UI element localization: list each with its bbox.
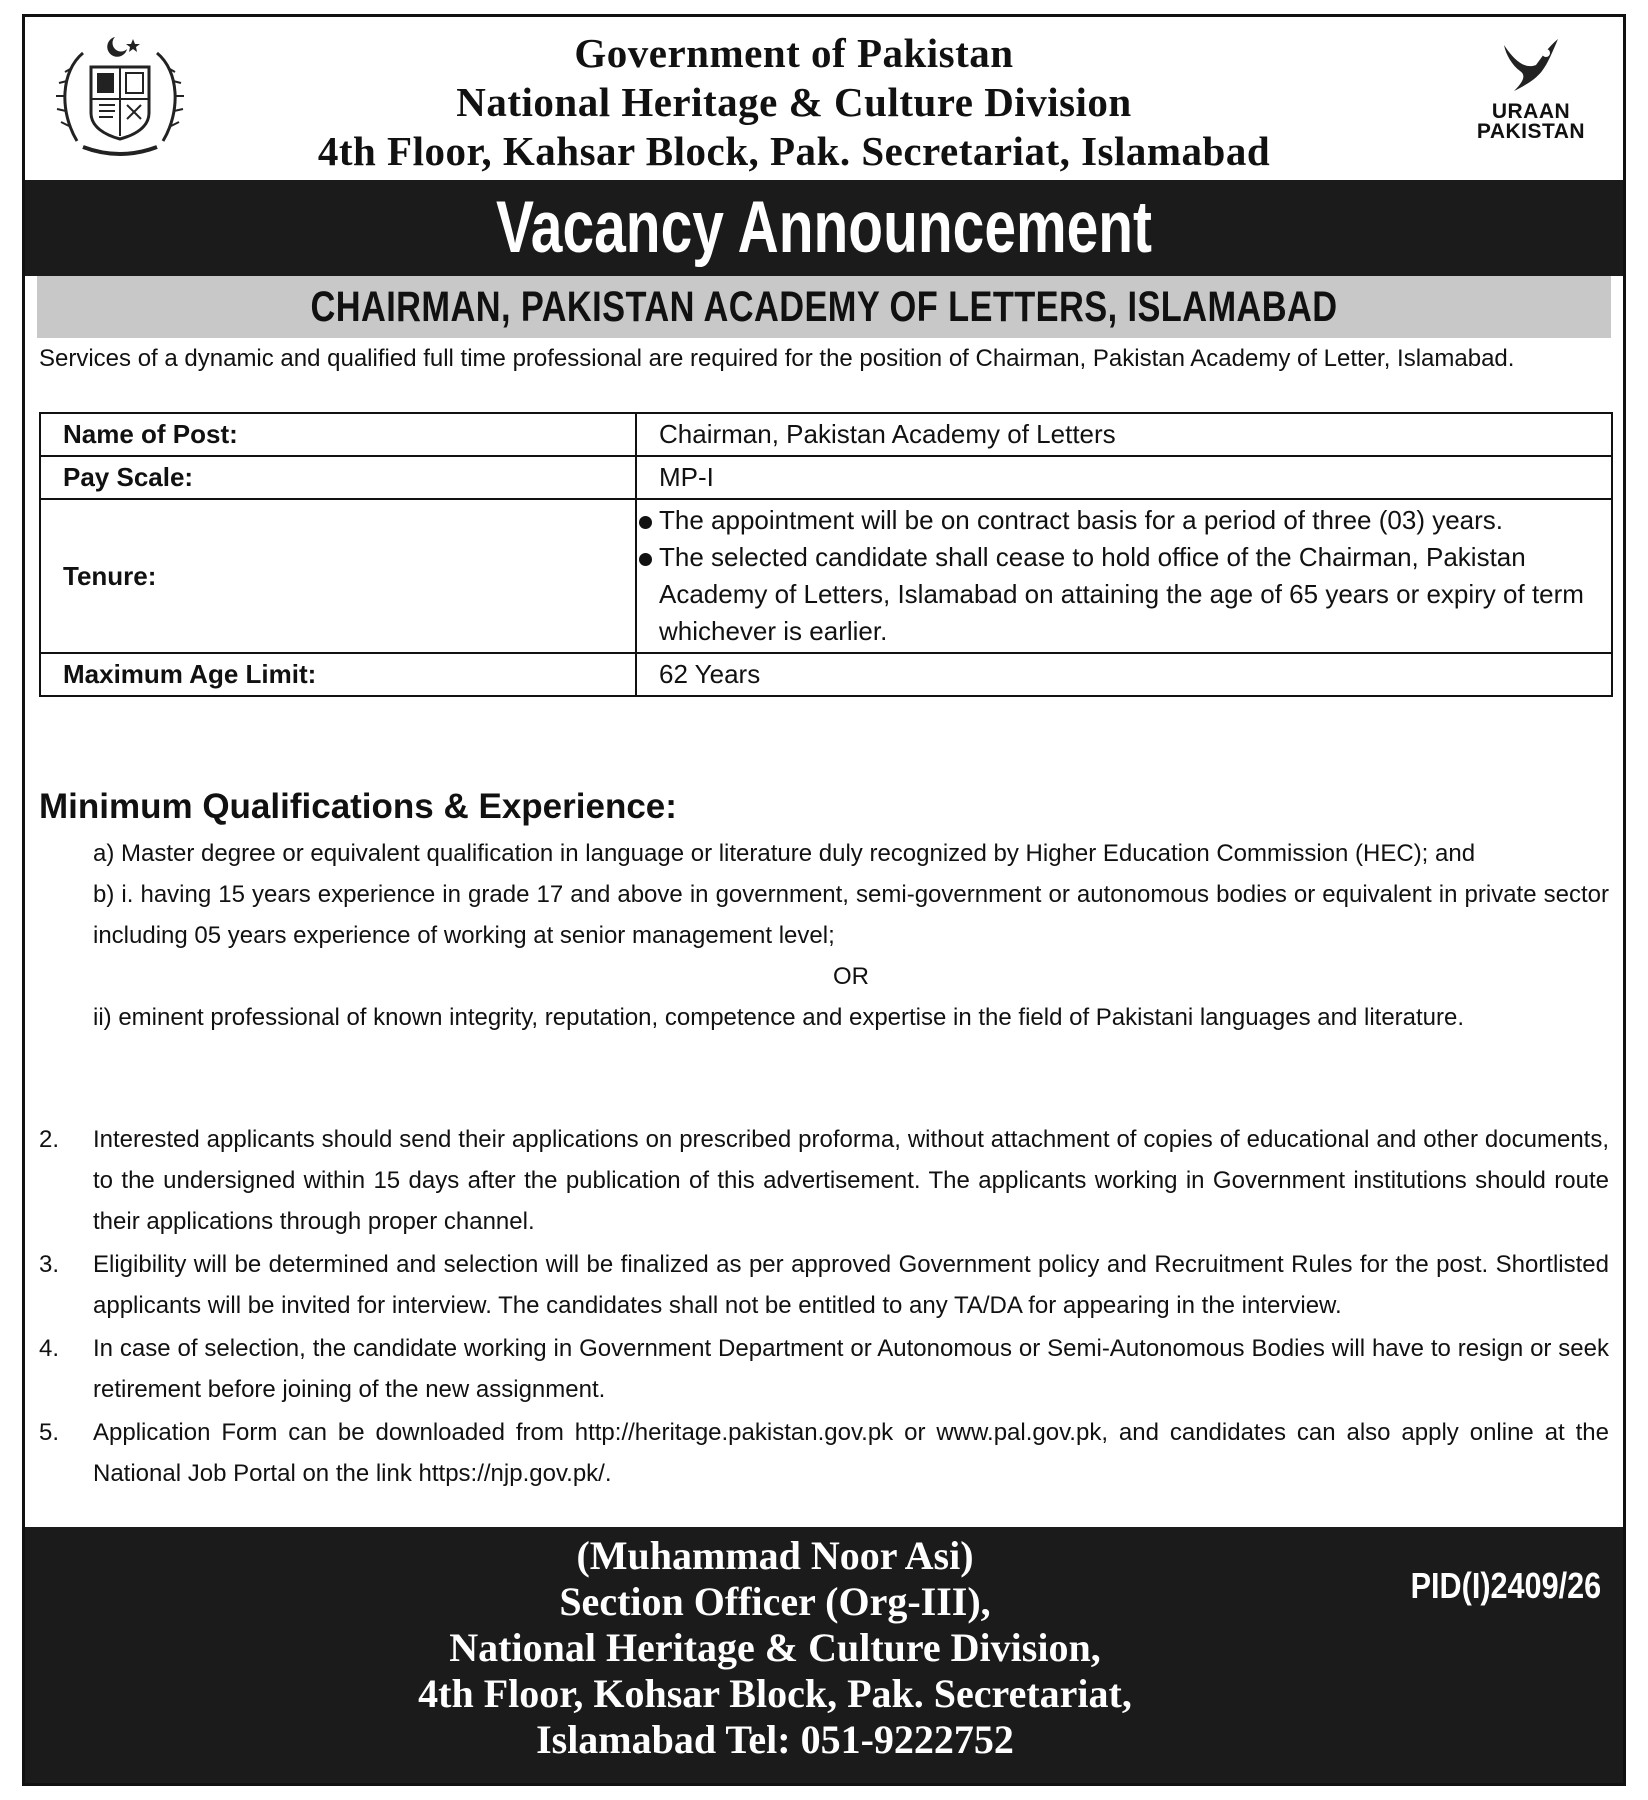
post-details-table: [39, 412, 1613, 697]
post-title: CHAIRMAN, PAKISTAN ACADEMY OF LETTERS, ISLAMABAD: [310, 283, 1338, 331]
table-row: [40, 456, 1612, 499]
qualification-a: a) Master degree or equivalent qualification in language or literature duly recognized by Higher Education Commission (HEC); and: [93, 840, 1476, 867]
advertisement-frame: [22, 14, 1626, 1786]
clause-text: Interested applicants should send their applications on prescribed proforma, without attachment of copies of educational and other documents, to the undersigned within 15 days after the publication of this advertisement. The applicants working in Government institutions should route their applications through proper channel.: [93, 1126, 1609, 1235]
clause-number: 5.: [39, 1419, 60, 1446]
clause-number: 4.: [39, 1335, 60, 1362]
name-of-post-label: Name of Post:: [40, 413, 636, 456]
pay-scale-label: Pay Scale:: [40, 456, 636, 499]
header-line-2: National Heritage & Culture Division: [456, 79, 1132, 125]
header-line-3: 4th Floor, Kahsar Block, Pak. Secretariat, Islamabad: [317, 128, 1271, 174]
list-item: [39, 1119, 1609, 1242]
clause-text: Eligibility will be determined and selection will be finalized as per approved Government policy and Recruitment Rules for the post. Shortlisted applicants will be invited for interview. The candidates shall not be entitled to any TA/DA for appearing in the interview.: [93, 1251, 1609, 1319]
qualification-or: OR: [833, 963, 869, 990]
bullet-icon: [639, 553, 652, 566]
age-limit-value: 62 Years: [636, 653, 1612, 696]
list-item: [39, 1244, 1609, 1326]
header-line-1: Government of Pakistan: [574, 30, 1014, 76]
list-item: [39, 1412, 1609, 1494]
table-row: [40, 413, 1612, 456]
officer-division: National Heritage & Culture Division,: [449, 1625, 1101, 1670]
numbered-clauses: [39, 1119, 1609, 1496]
name-of-post-value: Chairman, Pakistan Academy of Letters: [636, 413, 1612, 456]
pay-scale-value: MP-I: [636, 456, 1612, 499]
age-limit-label: Maximum Age Limit:: [40, 653, 636, 696]
list-item: [659, 539, 1589, 650]
qualifications-list: [93, 833, 1609, 1038]
clause-number: 2.: [39, 1126, 60, 1153]
officer-name: (Muhammad Noor Asi): [576, 1533, 974, 1578]
list-item: [39, 1328, 1609, 1410]
subtitle-band: [37, 276, 1611, 338]
logo-text-2: PAKISTAN: [1476, 120, 1586, 143]
list-item: [659, 502, 1589, 539]
signature-block: [325, 1533, 1225, 1763]
clause-text: Application Form can be downloaded from http://heritage.pakistan.gov.pk or www.pal.gov.pk, and candidates can also apply online at the National Job Portal on the link https://njp.gov.pk/.: [93, 1419, 1609, 1487]
state-emblem-icon: [55, 31, 185, 161]
header: [25, 17, 1623, 180]
bullet-icon: [639, 516, 652, 529]
intro-text: Services of a dynamic and qualified full time professional are required for the position of Chairman, Pakistan Academy of Letter, Islamabad.: [39, 345, 1515, 372]
tenure-bullet-2: The selected candidate shall cease to hold office of the Chairman, Pakistan Academy of Letters, Islamabad on attaining the age of 65 years or expiry of term whichever is earlier.: [659, 542, 1584, 646]
officer-designation: Section Officer (Org-III),: [559, 1579, 991, 1624]
logo-text-1: URAAN: [1491, 100, 1571, 123]
table-row: [40, 653, 1612, 696]
officer-city-tel: Islamabad Tel: 051-9222752: [536, 1717, 1014, 1762]
pid-number: PID(I)2409/26: [1410, 1565, 1601, 1606]
qualifications-heading: Minimum Qualifications & Experience:: [39, 787, 677, 826]
clause-text: In case of selection, the candidate working in Government Department or Autonomous or Semi-Autonomous Bodies will have to resign or seek retirement before joining of the new assignment.: [93, 1335, 1609, 1403]
footer-band: [25, 1527, 1623, 1783]
table-row: [40, 499, 1612, 653]
title-band: [25, 180, 1623, 276]
qualification-b-ii: ii) eminent professional of known integrity, reputation, competence and expertise in the field of Pakistani languages and literature.: [93, 1004, 1465, 1031]
qualification-b-i: b) i. having 15 years experience in grade 17 and above in government, semi-government or autonomous bodies or equivalent in private sector including 05 years experience of working at senior management level;: [93, 881, 1609, 949]
officer-address: 4th Floor, Kohsar Block, Pak. Secretariat,: [418, 1671, 1132, 1716]
uraan-pakistan-logo-icon: [1461, 35, 1601, 165]
tenure-bullet-1: The appointment will be on contract basis for a period of three (03) years.: [659, 505, 1503, 535]
clause-number: 3.: [39, 1251, 60, 1278]
tenure-value: [636, 499, 1612, 653]
tenure-label: Tenure:: [40, 499, 636, 653]
header-text: [205, 29, 1383, 176]
tenure-list: [659, 502, 1589, 650]
page-title: Vacancy Announcement: [495, 187, 1153, 268]
